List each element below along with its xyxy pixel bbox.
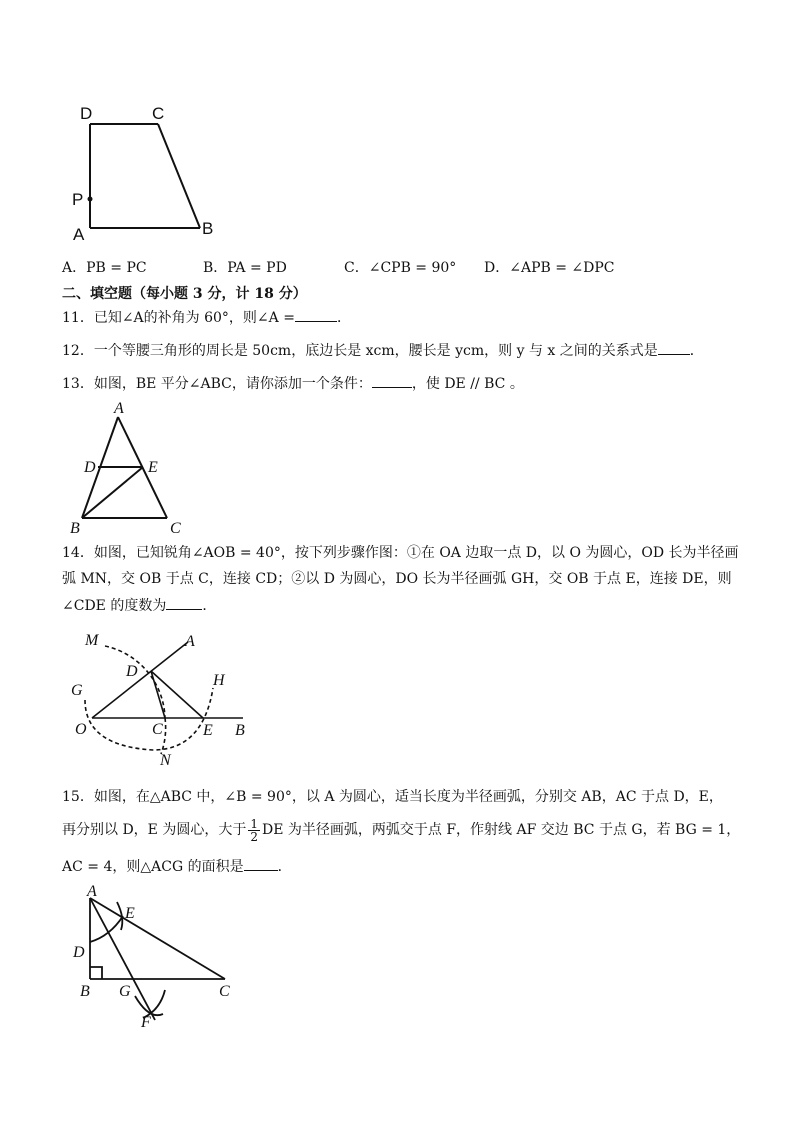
label-A: A [73, 225, 85, 244]
option-a: A．PB = PC [62, 260, 147, 276]
q13-text: 13．如图，BE 平分∠ABC，请你添加一个条件： [62, 376, 372, 392]
angle-construction-figure-q14 [65, 628, 265, 776]
fraction-denominator: 2 [250, 829, 258, 844]
label-H: H [213, 672, 225, 689]
label-C: C [170, 520, 181, 537]
q14-text: ∠CDE 的度数为 [62, 598, 167, 614]
q15-blank[interactable] [244, 858, 278, 871]
label-A: A [114, 400, 124, 417]
label-D: D [126, 663, 138, 680]
trapezoid-figure [60, 95, 230, 245]
label-B: B [235, 722, 245, 739]
question-12 [62, 340, 704, 360]
label-C: C [152, 721, 163, 738]
q11-suffix: ． [336, 310, 351, 326]
q15-line2-rest: DE 为半径画弧，两弧交于点 F，作射线 AF 交边 BC 于点 G，若 BG = 1， [262, 822, 741, 838]
label-D: D [73, 944, 85, 961]
label-G: G [71, 682, 83, 699]
label-N: N [160, 752, 171, 769]
label-O: O [75, 721, 87, 738]
q15-suffix: ． [277, 859, 292, 875]
label-E: E [148, 459, 158, 476]
fraction-numerator: 1 [250, 816, 258, 831]
question-15-line2 [62, 813, 740, 847]
label-C: C [152, 104, 165, 123]
section-title: 二、填空题（每小题 3 分，计 18 分） [62, 286, 307, 302]
label-M: M [85, 632, 99, 649]
label-B: B [80, 983, 90, 1000]
label-E: E [125, 905, 135, 922]
label-E: E [203, 722, 213, 739]
question-14-line1: 14．如图，已知锐角∠AOB = 40°，按下列步骤作图：①在 OA 边取一点 D，以 O 为圆心，OD 长为半径画 [62, 545, 739, 561]
fraction-one-half [248, 818, 260, 843]
label-D: D [84, 459, 96, 476]
label-C: C [219, 983, 230, 1000]
option-c: C．∠CPB = 90° [344, 260, 457, 276]
q14-suffix: ． [202, 598, 217, 614]
option-d: D．∠APB = ∠DPC [484, 260, 615, 276]
label-D: D [80, 104, 93, 123]
q13-suffix: ，使 DE // BC 。 [411, 376, 524, 392]
q15-text: AC = 4，则△ACG 的面积是 [62, 859, 244, 875]
option-b: B．PA = PD [203, 260, 287, 276]
question-14-line3 [62, 595, 216, 615]
question-14-line2: 弧 MN，交 OB 于点 C，连接 CD；②以 D 为圆心，DO 长为半径画弧 GH，交 OB 于点 E，连接 DE，则 [62, 571, 732, 587]
label-A: A [185, 633, 195, 650]
q12-blank[interactable] [658, 342, 690, 355]
question-11 [62, 307, 351, 327]
q13-blank[interactable] [372, 375, 412, 388]
right-triangle-figure-q15 [65, 880, 255, 1030]
question-15-line3 [62, 856, 292, 876]
q11-blank[interactable] [295, 309, 337, 322]
question-13 [62, 373, 524, 393]
q11-text: 11．已知∠A的补角为 60°，则∠A = [62, 310, 295, 326]
label-P: P [72, 190, 84, 209]
label-F: F [141, 1014, 151, 1030]
q12-text: 12．一个等腰三角形的周长是 50cm，底边长是 xcm，腰长是 ycm，则 y 与 x 之间的关系式是 [62, 343, 658, 359]
label-G: G [119, 983, 131, 1000]
label-B: B [70, 520, 80, 537]
question-15-line1: 15．如图，在△ABC 中，∠B = 90°，以 A 为圆心，适当长度为半径画弧，分别交 AB，AC 于点 D，E， [62, 789, 723, 805]
label-A: A [87, 883, 97, 900]
q14-blank[interactable] [166, 597, 202, 610]
q15-line2-text: 再分别以 D，E 为圆心，大于 [62, 822, 247, 838]
triangle-figure-q13 [70, 398, 190, 538]
q12-suffix: ． [689, 343, 704, 359]
label-B: B [202, 219, 214, 238]
